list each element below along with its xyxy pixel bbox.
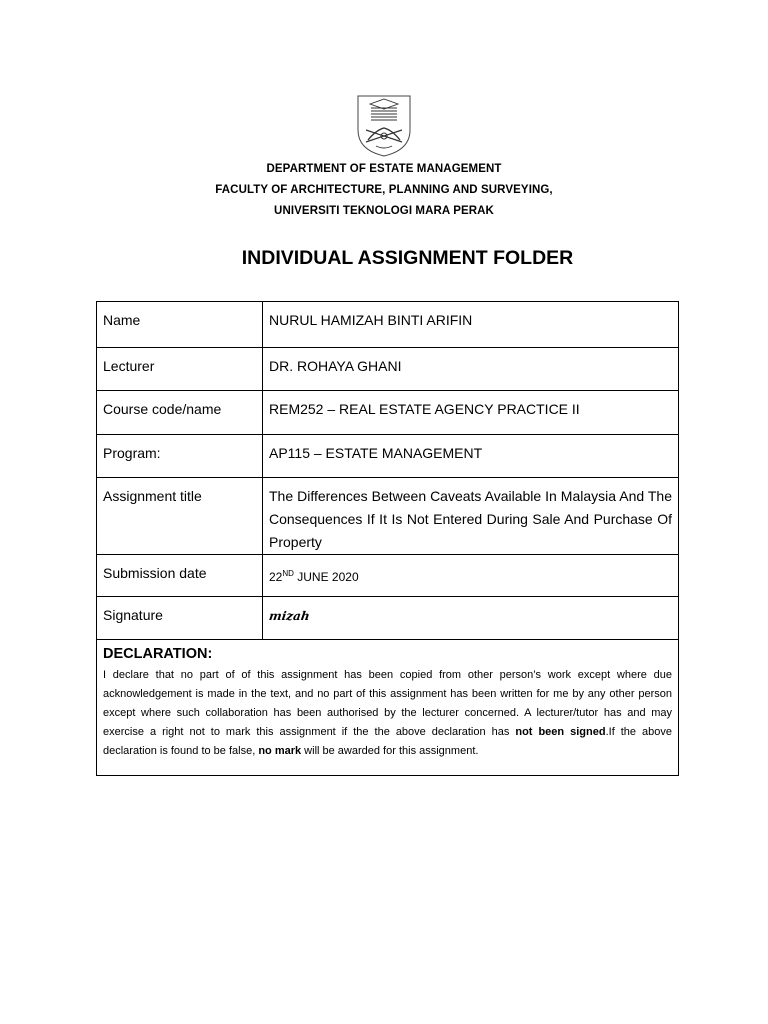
field-value-signature [263,597,679,640]
field-value-course: REM252 – REAL ESTATE AGENCY PRACTICE II [263,391,679,435]
handwritten-signature: mizah [268,609,311,623]
university-crest-icon [354,94,414,158]
field-value-program: AP115 – ESTATE MANAGEMENT [263,435,679,478]
field-value-assignment-title: The Differences Between Caveats Available In Malaysia And The Consequences If It Is Not Entered During Sale And Purchase Of Property [263,478,679,555]
submission-month-year: JUNE 2020 [293,570,359,584]
declaration-text-part: will be awarded for this assignment. [301,745,479,757]
table-row [97,391,679,435]
table-row [97,640,679,776]
declaration-emphasis-not-signed: not been signed [515,726,606,738]
university-name: UNIVERSITI TEKNOLOGI MARA PERAK [274,205,494,217]
faculty-name: FACULTY OF ARCHITECTURE, PLANNING AND SURVEYING, [215,184,553,196]
field-label-name: Name [97,302,263,348]
field-label-lecturer: Lecturer [97,348,263,391]
declaration-text-part: I declare that no part of of this assignment has been copied from other person’s work except where due acknowledgement is made in the text, and no part of this assignment has been written for me by any other person except where such collaboration has been authorised by the lecturer concerned. A lecturer/tutor has and may exercise a right not to mark this assignment if the the above declaration has [103,669,672,738]
declaration-heading: DECLARATION: [103,646,213,662]
declaration-emphasis-no-mark: no mark [258,745,302,757]
declaration-text [103,666,672,761]
submission-day: 22 [269,570,283,584]
document-title: INDIVIDUAL ASSIGNMENT FOLDER [241,247,574,269]
field-label-assignment-title: Assignment title [97,478,263,555]
field-value-name: NURUL HAMIZAH BINTI ARIFIN [263,302,679,348]
declaration-text-part: .If the above declaration is found to be false, [103,726,673,757]
field-label-course: Course code/name [97,391,263,435]
field-value-submission-date [263,555,679,597]
table-row [97,302,679,348]
assignment-info-table [96,301,679,776]
field-label-submission-date: Submission date [97,555,263,597]
field-label-signature: Signature [97,597,263,640]
declaration-box [97,640,679,776]
department-name: DEPARTMENT OF ESTATE MANAGEMENT [266,163,502,175]
table-row [97,478,679,555]
table-row [97,555,679,597]
table-row [97,348,679,391]
field-value-lecturer: DR. ROHAYA GHANI [263,348,679,391]
field-label-program: Program: [97,435,263,478]
table-row [97,435,679,478]
submission-day-suffix: ND [282,569,294,578]
table-row [97,597,679,640]
